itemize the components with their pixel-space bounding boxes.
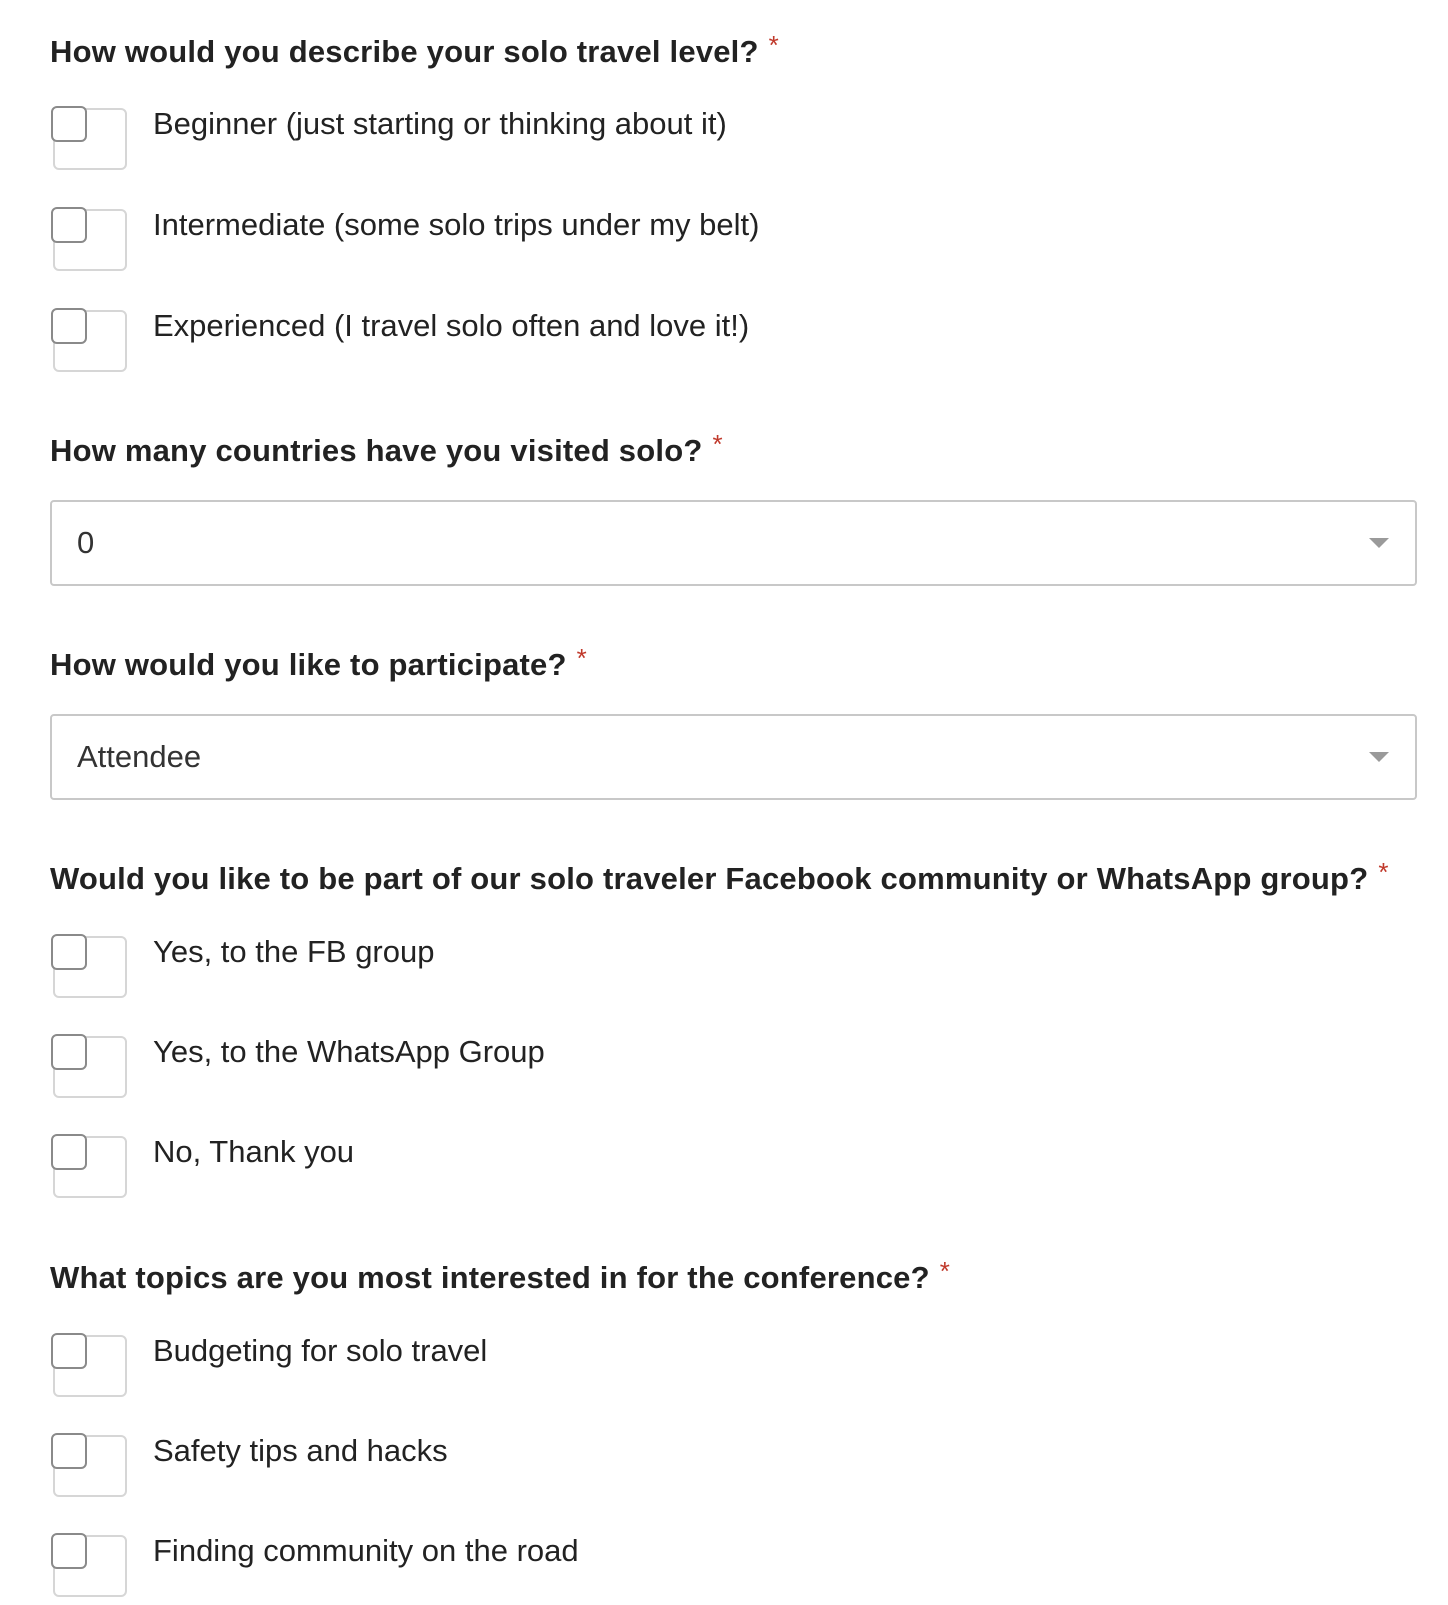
required-marker: * xyxy=(939,1256,951,1286)
required-marker: * xyxy=(576,643,587,673)
question-participation xyxy=(50,645,587,686)
question-label: Would you like to be part of our solo traveler Facebook community or WhatsApp group? xyxy=(50,861,1369,896)
checkbox[interactable] xyxy=(51,1134,87,1170)
question-label: How would you like to participate? xyxy=(50,647,567,682)
checkbox-option-no-thanks[interactable] xyxy=(50,1136,1050,1206)
question-community-group xyxy=(50,859,1389,900)
checkbox-option-community[interactable] xyxy=(50,1535,1050,1605)
option-label[interactable]: Intermediate (some solo trips under my belt) xyxy=(153,207,760,242)
question-solo-travel-level xyxy=(50,32,779,73)
checkbox[interactable] xyxy=(51,1034,87,1070)
question-label: How would you describe your solo travel level? xyxy=(50,34,759,69)
checkbox-option-intermediate[interactable] xyxy=(50,209,1050,279)
required-marker: * xyxy=(712,429,723,459)
option-label[interactable]: Finding community on the road xyxy=(153,1533,579,1568)
checkbox-option-budgeting[interactable] xyxy=(50,1335,1050,1405)
option-label[interactable]: Yes, to the WhatsApp Group xyxy=(153,1034,545,1069)
checkbox-option-fb-group[interactable] xyxy=(50,936,1050,1006)
question-countries-visited xyxy=(50,431,723,472)
checkbox[interactable] xyxy=(51,1433,87,1469)
question-label: How many countries have you visited solo? xyxy=(50,433,703,468)
checkbox[interactable] xyxy=(51,207,87,243)
option-label[interactable]: Budgeting for solo travel xyxy=(153,1333,488,1368)
chevron-down-icon xyxy=(1369,752,1389,762)
required-marker: * xyxy=(1378,857,1389,887)
question-label: What topics are you most interested in for the conference? xyxy=(50,1260,930,1295)
checkbox[interactable] xyxy=(51,934,87,970)
countries-select[interactable] xyxy=(50,500,1417,586)
option-label[interactable]: Beginner (just starting or thinking about it) xyxy=(153,106,727,141)
question-conference-topics xyxy=(50,1258,950,1299)
option-label[interactable]: Yes, to the FB group xyxy=(153,934,435,969)
required-marker: * xyxy=(768,30,779,60)
checkbox[interactable] xyxy=(51,1533,87,1569)
option-label[interactable]: Safety tips and hacks xyxy=(153,1433,448,1468)
checkbox-option-beginner[interactable] xyxy=(50,108,1050,178)
checkbox[interactable] xyxy=(51,1333,87,1369)
checkbox[interactable] xyxy=(51,308,87,344)
option-label[interactable]: Experienced (I travel solo often and love it!) xyxy=(153,308,750,343)
participation-select[interactable] xyxy=(50,714,1417,800)
chevron-down-icon xyxy=(1369,538,1389,548)
option-label[interactable]: No, Thank you xyxy=(153,1134,355,1169)
checkbox-option-safety[interactable] xyxy=(50,1435,1050,1505)
select-value: Attendee xyxy=(77,739,202,774)
select-value: 0 xyxy=(77,525,95,560)
checkbox[interactable] xyxy=(51,106,87,142)
checkbox-option-whatsapp-group[interactable] xyxy=(50,1036,1050,1106)
checkbox-option-experienced[interactable] xyxy=(50,310,1050,380)
